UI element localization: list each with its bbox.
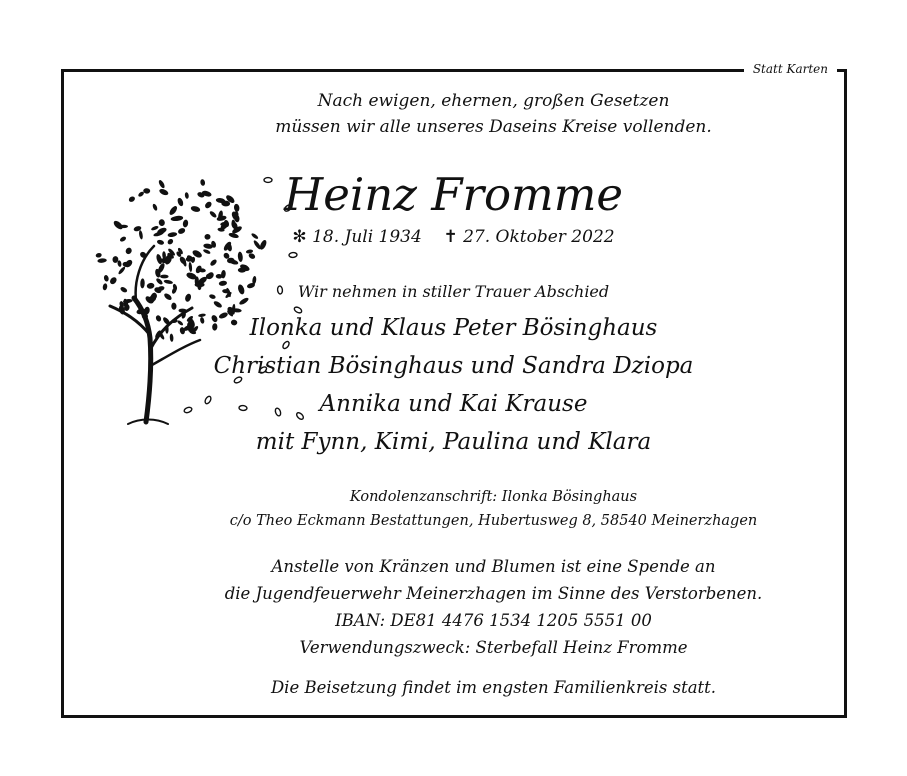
birth-date: 18. Juli 1934	[312, 227, 422, 247]
leaf	[163, 279, 173, 284]
leaf	[184, 192, 189, 199]
leaf	[125, 247, 133, 256]
leaf	[158, 188, 169, 197]
leaf	[156, 239, 164, 245]
leaf	[138, 230, 143, 240]
address-line: Kondolenzanschrift: Ilonka Bösinghaus	[349, 489, 638, 505]
donation-note	[40, 553, 907, 661]
deceased-name: Heinz Fromme	[283, 168, 624, 221]
motto	[40, 88, 907, 140]
leaf	[151, 225, 160, 231]
mourners-list	[200, 309, 707, 461]
leaf	[209, 258, 218, 267]
leaf	[146, 282, 154, 289]
mourner-line: Christian Bösinghaus und Sandra Dziopa	[213, 353, 694, 379]
leaf	[140, 278, 145, 288]
leaf	[177, 227, 186, 235]
motto-line: müssen wir alle unseres Daseins Kreise vollenden.	[275, 117, 712, 137]
leaf	[184, 293, 192, 303]
leaf	[167, 232, 177, 238]
birth-star-icon: ✻	[292, 227, 307, 247]
leaf	[119, 236, 127, 243]
leaf	[167, 238, 175, 246]
leaf	[117, 266, 126, 275]
leaf	[177, 320, 184, 327]
life-dates	[200, 225, 707, 249]
leaf	[97, 258, 107, 263]
leaf	[158, 179, 166, 189]
death-date: 27. Oktober 2022	[463, 227, 615, 247]
donation-line: die Jugendfeuerwehr Meinerzhagen im Sinne des Verstorbenen.	[224, 584, 763, 603]
address-line: c/o Theo Eckmann Bestattungen, Hubertusweg 8, 58540 Meinerzhagen	[229, 513, 758, 529]
leaf	[177, 197, 185, 207]
leaf	[152, 203, 158, 211]
leaf	[120, 286, 128, 293]
leaf	[109, 276, 118, 286]
falling-leaf	[183, 406, 192, 413]
payment-reference: Verwendungszweck: Sterbefall Heinz Fromme	[299, 638, 688, 657]
leaf	[163, 292, 173, 301]
condolence-address	[40, 485, 907, 533]
leaf	[171, 303, 176, 310]
leaf	[103, 275, 109, 283]
mourner-line: Annika und Kai Krause	[319, 391, 588, 417]
leaf	[155, 314, 162, 322]
burial-note: Die Beisetzung findet im engsten Familienkreis statt.	[270, 678, 717, 697]
leaf	[169, 333, 173, 341]
leaf	[95, 252, 102, 258]
mourner-line: Ilonka und Klaus Peter Bösinghaus	[249, 315, 658, 341]
leaf	[246, 249, 254, 254]
farewell-intro: Wir nehmen in stiller Trauer Abschied	[297, 282, 610, 301]
leaf	[188, 262, 192, 272]
mourner-line: mit Fynn, Kimi, Paulina und Klara	[255, 429, 652, 455]
motto-line: Nach ewigen, ehernen, großen Gesetzen	[317, 91, 670, 111]
leaf	[182, 219, 188, 228]
donation-line: Anstelle von Kränzen und Blumen ist eine Spende an	[271, 557, 716, 576]
leaf	[143, 188, 150, 194]
leaf	[237, 251, 243, 262]
iban: IBAN: DE81 4476 1534 1205 5551 00	[335, 611, 652, 630]
leaf	[158, 219, 165, 227]
leaf	[102, 283, 107, 291]
statt-karten-label: Statt Karten	[744, 61, 837, 77]
falling-leaf	[289, 252, 297, 257]
leaf	[128, 195, 136, 203]
death-cross-icon: ✝	[443, 227, 458, 247]
leaf	[203, 248, 212, 254]
leaf	[168, 205, 178, 216]
leaf	[160, 275, 169, 279]
leaf	[155, 277, 163, 285]
